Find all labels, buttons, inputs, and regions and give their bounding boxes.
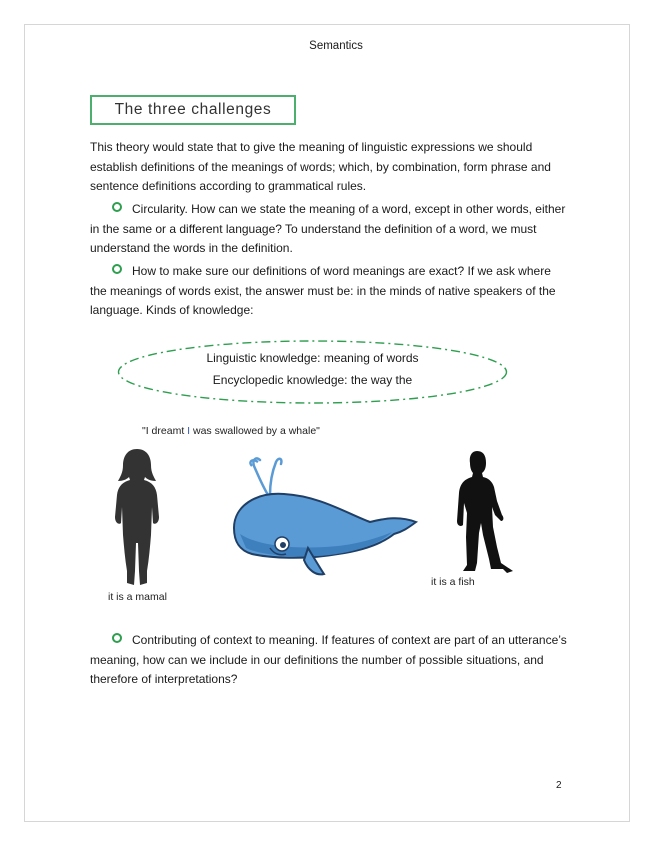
bullet-text: How to make sure our definitions of word meanings are exact? If we ask where the meanings of words exist, the answer must be: in the minds of native speakers of the language. Kinds of knowledge: <box>90 264 556 317</box>
intro-paragraph: This theory would state that to give the meaning of linguistic expressions we should establish definitions of the meanings of words; which, by combination, form phrase and sentence definitions according to grammatical rules. <box>90 140 551 193</box>
ellipse-outline <box>115 337 510 407</box>
quote-part: was swallowed by a whale" <box>190 425 320 437</box>
woman-silhouette-icon <box>112 447 162 589</box>
quote-part: "I dreamt <box>142 425 188 437</box>
bullet-item-context <box>90 631 570 690</box>
whale-icon <box>228 450 423 580</box>
page-number: 2 <box>556 780 562 791</box>
bullet-icon <box>112 202 122 212</box>
caption-mammal: it is a mamal <box>108 591 167 603</box>
man-silhouette-icon <box>455 447 515 575</box>
page-header-title: Semantics <box>309 40 363 52</box>
quote-highlight: I <box>187 425 191 437</box>
caption-fish: it is a fish <box>431 576 475 588</box>
knowledge-encyclopedic: Encyclopedic knowledge: the way the <box>212 373 413 387</box>
bullet-icon <box>112 633 122 643</box>
bullet-item-circularity <box>90 200 570 259</box>
knowledge-ellipse <box>115 337 510 407</box>
dream-quote <box>142 425 320 437</box>
bullet-text: Contributing of context to meaning. If features of context are part of an utterance’s meaning, how can we include in our definitions the number of possible situations, and therefore of interpretations? <box>90 633 567 686</box>
bullet-item-exactness <box>90 262 570 321</box>
bullet-icon <box>112 264 122 274</box>
section-heading: The three challenges <box>90 95 296 125</box>
knowledge-linguistic: Linguistic knowledge: meaning of words <box>206 351 419 365</box>
bullet-text: Circularity. How can we state the meaning of a word, except in other words, either in the same or a different language? To understand the definition of a word, we must understand the words in the definition. <box>90 202 566 255</box>
